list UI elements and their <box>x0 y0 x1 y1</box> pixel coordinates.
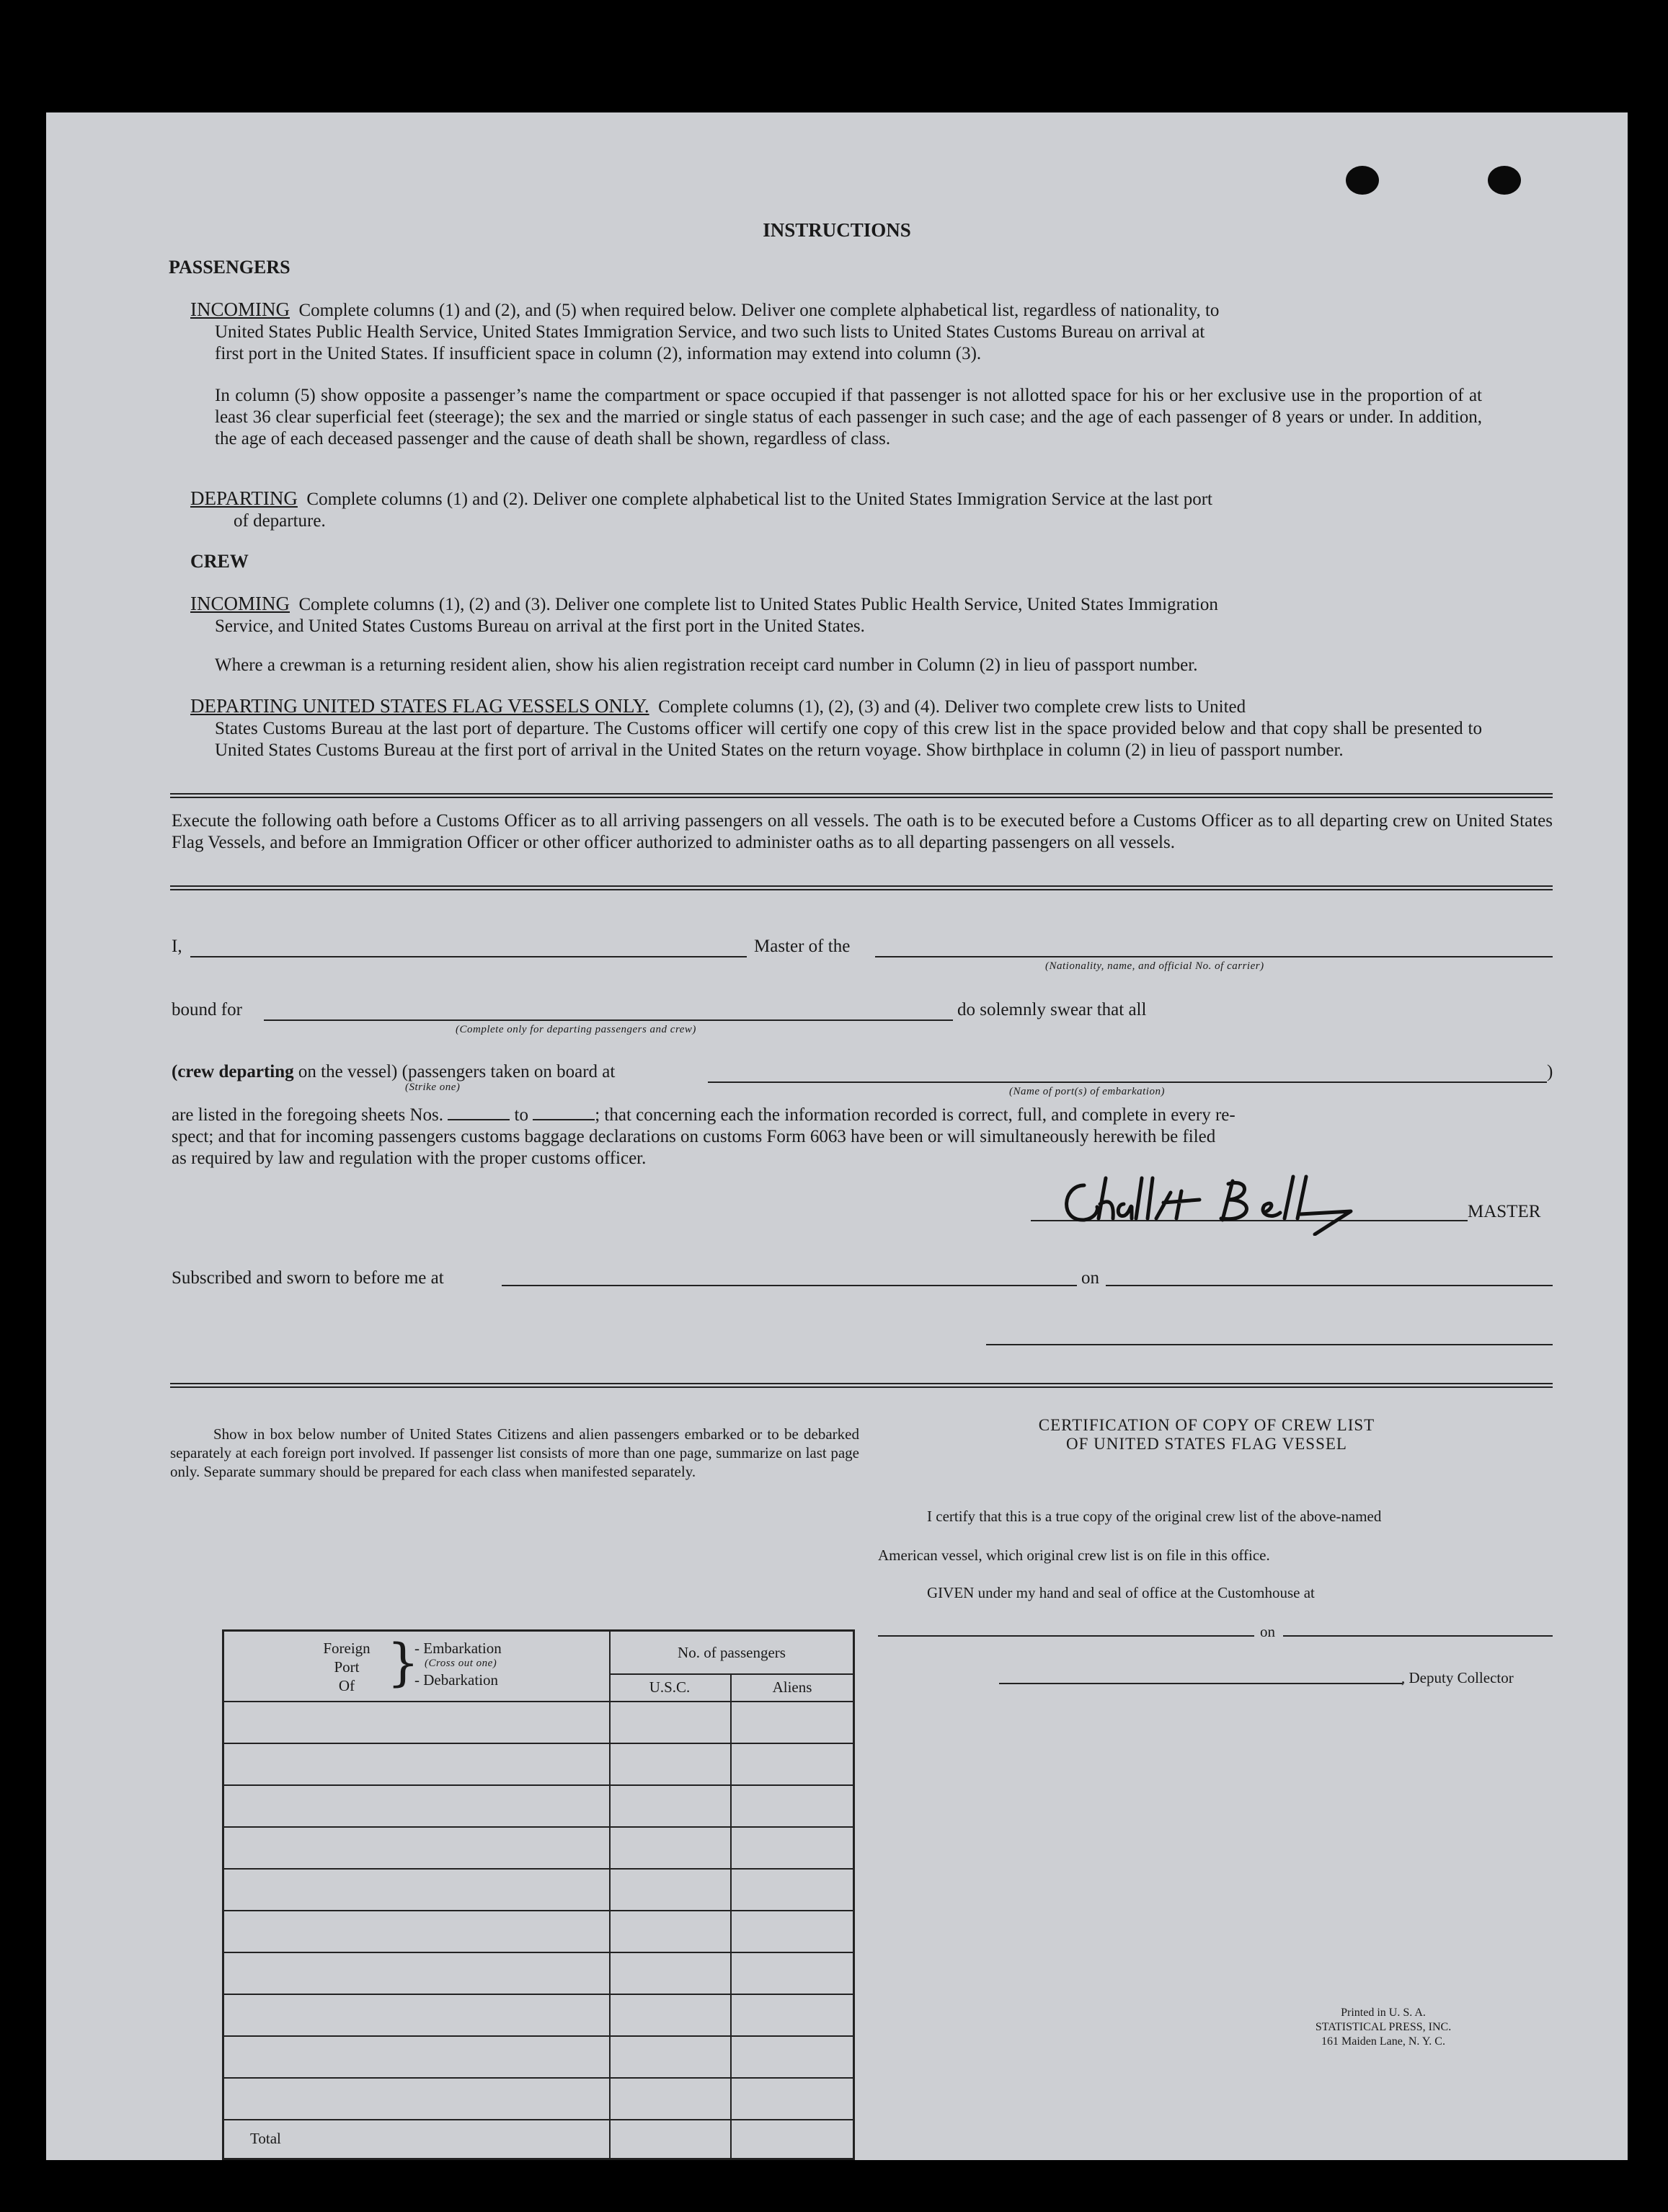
signature-graphic <box>1055 1171 1459 1236</box>
table-row-line <box>224 1701 853 1702</box>
certification-heading <box>962 1416 1452 1454</box>
crew-heading: CREW <box>190 551 249 572</box>
master-signature <box>1055 1171 1459 1239</box>
ports-caption: (Name of port(s) of embarkation) <box>1009 1086 1165 1097</box>
bound-for-field[interactable] <box>264 1019 953 1021</box>
crew-departing-option: (crew departing <box>172 1062 294 1081</box>
passengers-departing-text: Complete columns (1) and (2). Deliver one complete alphabetical list to the United States Immigration Service at the last port <box>306 490 1212 509</box>
certification-line1: I certify that this is a true copy of the original crew list of the above-named <box>927 1508 1382 1525</box>
port-label: Port <box>334 1658 360 1676</box>
embarkation-option: - Embarkation <box>414 1640 502 1657</box>
foreign-port-of-label <box>303 1639 390 1695</box>
foreign-label: Foreign <box>323 1640 371 1657</box>
subscribed-label: Subscribed and sworn to before me at <box>172 1268 444 1288</box>
listed-sheets-line <box>172 1105 1553 1126</box>
oath-instructions: Execute the following oath before a Customs Officer as to all arriving passengers on all vessels. The oath is to be executed before a Customs Officer as to all departing crew on United States Flag Vessels, and before an Immigration Officer or other officer authorized to administer oaths as to all departing passengers on all vessels. <box>172 811 1553 852</box>
close-paren: ) <box>1547 1062 1553 1081</box>
officer-signature-line[interactable] <box>986 1344 1553 1345</box>
alien-crewman-note: Where a crewman is a returning resident alien, show his alien registration receipt card number in Column (2) in lieu of passport number. <box>215 655 1198 675</box>
sworn-date-field[interactable] <box>1106 1285 1553 1286</box>
certification-heading-line: OF UNITED STATES FLAG VESSEL <box>1066 1435 1347 1453</box>
table-row-line <box>224 2035 853 2037</box>
column-5-instructions: In column (5) show opposite a passenger’s name the compartment or space occupied if that passenger is not allotted space for his or her exclusive use in the proportion of at least 36 clear superficial feet (steerage); the sex and the married or single status of each passenger in such case; and the age of each passenger of 8 years or under. In addition, the age of each deceased passenger and the cause of death shall be shown, regardless of class. <box>215 386 1482 448</box>
swear-text: do solemnly swear that all <box>957 1000 1147 1019</box>
passengers-incoming-block <box>190 298 1482 365</box>
debarkation-option: - Debarkation <box>414 1671 499 1689</box>
carrier-caption: (Nationality, name, and official No. of carrier) <box>1045 960 1264 972</box>
table-column-divider <box>730 1675 732 2158</box>
passengers-incoming-text: Complete columns (1) and (2), and (5) when required below. Deliver one complete alphabetical list, regardless of nationality, to <box>298 301 1220 320</box>
form-page <box>46 112 1628 2160</box>
crew-incoming-text: Complete columns (1), (2) and (3). Deliver one complete list to United States Public Health Service, United States Immigration <box>298 595 1218 614</box>
punch-hole <box>1488 166 1521 195</box>
no-of-passengers-header: No. of passengers <box>678 1644 786 1661</box>
printer-imprint <box>1264 2006 1502 2049</box>
to-word: to <box>514 1105 528 1125</box>
brace-icon: } <box>387 1633 420 1692</box>
passengers-departing-text: of departure. <box>234 511 326 531</box>
crew-departing-block <box>190 695 1482 761</box>
deputy-collector-signature-line[interactable] <box>999 1683 1403 1684</box>
bound-for-label: bound for <box>172 1000 242 1019</box>
punch-hole <box>1346 166 1379 195</box>
listed-line1-rest: ; that concerning each the information recorded is correct, full, and complete in every re- <box>595 1105 1236 1125</box>
section-divider <box>170 885 1553 890</box>
printer-line: Printed in U. S. A. <box>1341 2007 1426 2019</box>
summary-instructions: Show in box below number of United States Citizens and alien passengers embarked or to be debarked separately at each foreign port involved. If passenger list consists of more than one page, summarize on last page only. Separate summary should be prepared for each class when manifested separately. <box>170 1425 859 1480</box>
table-row-line <box>224 1952 853 1953</box>
table-row-line <box>224 1826 853 1828</box>
crew-departing-label: DEPARTING UNITED STATES FLAG VESSELS ONLY. <box>190 695 649 717</box>
cross-out-caption: (Cross out one) <box>425 1658 497 1669</box>
passengers-incoming-label: INCOMING <box>190 298 290 320</box>
page-title: INSTRUCTIONS <box>763 219 911 241</box>
certification-on-label: on <box>1260 1623 1275 1640</box>
table-row-line <box>224 1910 853 1911</box>
section-divider <box>170 1383 1553 1388</box>
listed-line2: spect; and that for incoming passengers customs baggage declarations on customs Form 6063 have been or will simultaneously herewith be filed <box>172 1127 1216 1146</box>
passengers-departing-block <box>190 487 1482 532</box>
listed-line3: as required by law and regulation with the proper customs officer. <box>172 1149 647 1168</box>
strike-one-caption: (Strike one) <box>405 1081 461 1093</box>
certification-date-field[interactable] <box>1283 1635 1553 1637</box>
passengers-heading: PASSENGERS <box>169 257 290 278</box>
passengers-departing-label: DEPARTING <box>190 487 298 509</box>
crew-incoming-label: INCOMING <box>190 593 290 614</box>
crew-incoming-text: Service, and United States Customs Bureau on arrival at the first port in the United States. <box>215 616 865 636</box>
table-row-line <box>224 1784 853 1786</box>
table-row-line <box>224 1994 853 1995</box>
master-name-field[interactable] <box>190 956 747 957</box>
crew-incoming-block <box>190 593 1482 637</box>
printer-line: 161 Maiden Lane, N. Y. C. <box>1321 2035 1445 2048</box>
table-row-line <box>224 2077 853 2079</box>
usc-header: U.S.C. <box>649 1678 691 1696</box>
passengers-incoming-text: first port in the United States. If insufficient space in column (2), information may extend into column (3). <box>215 344 982 363</box>
table-column-divider <box>609 1632 611 2158</box>
listed-prefix: are listed in the foregoing sheets Nos. <box>172 1105 443 1125</box>
carrier-field[interactable] <box>875 956 1553 957</box>
oath-i-label: I, <box>172 937 182 956</box>
master-label: MASTER <box>1468 1202 1541 1221</box>
sheet-to-field[interactable] <box>533 1105 595 1120</box>
passengers-option: on the vessel) (passengers taken on board at <box>298 1062 616 1081</box>
certification-heading-line: CERTIFICATION OF COPY OF CREW LIST <box>1038 1416 1375 1434</box>
crew-passengers-choice <box>172 1061 615 1083</box>
aliens-header: Aliens <box>772 1678 812 1696</box>
total-label: Total <box>250 2130 281 2147</box>
sworn-location-field[interactable] <box>502 1285 1077 1286</box>
section-divider <box>170 793 1553 798</box>
passengers-incoming-text: United States Public Health Service, United States Immigration Service, and two such lists to United States Customs Bureau on arrival at <box>215 322 1205 342</box>
crew-departing-text: Complete columns (1), (2), (3) and (4). Deliver two complete crew lists to United <box>658 697 1246 717</box>
bound-for-caption: (Complete only for departing passengers and crew) <box>456 1024 696 1035</box>
master-of-label: Master of the <box>754 937 851 956</box>
customhouse-field[interactable] <box>878 1635 1254 1637</box>
certification-line3: GIVEN under my hand and seal of office at the Customhouse at <box>927 1584 1315 1601</box>
passenger-summary-table <box>222 1629 855 2160</box>
table-row-line <box>224 1743 853 1744</box>
deputy-collector-label: , Deputy Collector <box>1401 1669 1514 1686</box>
sheet-from-field[interactable] <box>448 1105 510 1120</box>
table-header-divider <box>609 1673 853 1675</box>
table-row-line <box>224 2119 853 2120</box>
of-label: Of <box>338 1677 355 1694</box>
crew-departing-text: States Customs Bureau at the last port of departure. The Customs officer will certify one copy of this crew list in the space provided below and that copy shall be presented to United States Customs Bureau at the first port of arrival in the United States on the return voyage. Show birthplace in column (2) in lieu of passport number. <box>215 719 1482 760</box>
sworn-on-label: on <box>1081 1268 1099 1288</box>
printer-line: STATISTICAL PRESS, INC. <box>1315 2021 1452 2033</box>
table-row-line <box>224 1868 853 1870</box>
embarkation-ports-field[interactable] <box>708 1081 1547 1083</box>
certification-line2: American vessel, which original crew list is on file in this office. <box>878 1547 1270 1564</box>
